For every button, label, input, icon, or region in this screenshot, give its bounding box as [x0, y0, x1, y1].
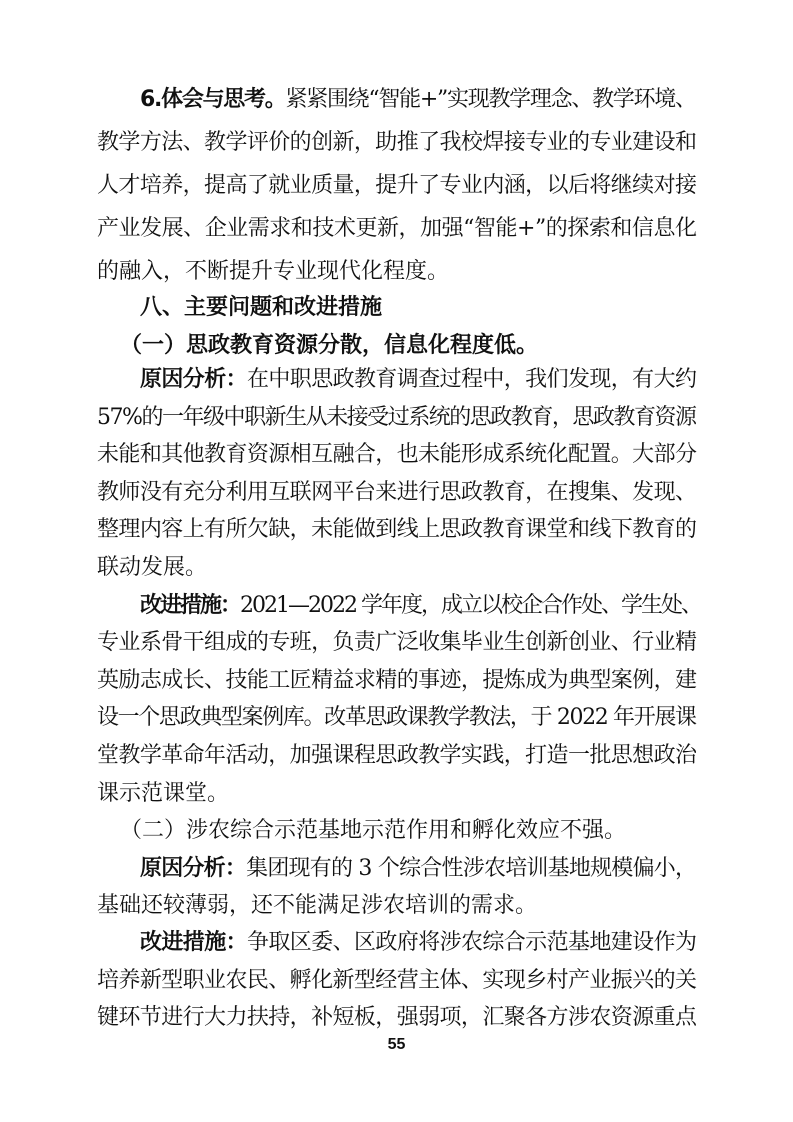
cause-analysis-1-line-6: 联动发展。 — [97, 555, 208, 580]
cause-analysis-2-line-2: 基础还较薄弱，还不能满足涉农培训的需求。 — [97, 893, 538, 918]
cause-analysis-1-line-2: 57%的一年级中职新生从未接受过系统的思政教育，思政教育资源 — [97, 405, 696, 430]
section-lead: 6.体会与思考。 — [140, 87, 286, 112]
improvement-1-line-4: 设一个思政典型案例库。改革思政课教学教法，于 2022 年开展课 — [97, 705, 696, 730]
improvement-1-line-3: 英励志成长、技能工匠精益求精的事迹，提炼成为典型案例，建 — [97, 668, 697, 693]
line-text: 争取区委、区政府将涉农综合示范基地建设作为 — [247, 930, 697, 955]
section-lead: 原因分析： — [140, 367, 247, 392]
line-text: 紧紧围绕“智能+”实现教学理念、教学环境、 — [285, 87, 696, 112]
subheading-2: （二）涉农综合示范基地示范作用和孵化效应不强。 — [120, 818, 627, 843]
subheading-1: （一）思政教育资源分散，信息化程度低。 — [120, 333, 539, 358]
section-lead: 改进措施： — [140, 930, 247, 955]
cause-analysis-2-line-1 — [140, 851, 696, 887]
section-lead: 原因分析： — [140, 856, 247, 881]
improvement-1-line-2: 专业系骨干组成的专班，负责广泛收集毕业生创新创业、行业精 — [97, 630, 697, 655]
improvement-2-line-2: 培养新型职业农民、孵化新型经营主体、实现乡村产业振兴的关 — [97, 968, 697, 993]
cause-analysis-1-line-3: 未能和其他教育资源相互融合，也未能形成系统化配置。大部分 — [97, 442, 697, 467]
improvement-2-line-1 — [140, 925, 696, 961]
paragraph-6-line-1 — [140, 82, 696, 118]
improvement-1-line-5: 堂教学革命年活动，加强课程思政教学实践，打造一批思想政治 — [97, 743, 697, 768]
cause-analysis-1-line-5: 整理内容上有所欠缺，未能做到线上思政教育课堂和线下教育的 — [97, 517, 697, 542]
improvement-1-line-6: 课示范课堂。 — [97, 781, 230, 806]
line-text: 集团现有的 3 个综合性涉农培训基地规模偏小， — [246, 856, 697, 881]
paragraph-6-line-2: 教学方法、教学评价的创新，助推了我校焊接专业的专业建设和 — [97, 130, 697, 155]
page-number: 55 — [387, 1036, 406, 1053]
cause-analysis-1-line-4: 教师没有充分利用互联网平台来进行思政教育，在搜集、发现、 — [97, 480, 697, 505]
paragraph-6-line-3: 人才培养，提高了就业质量，提升了专业内涵，以后将继续对接 — [97, 173, 697, 198]
paragraph-6-line-4: 产业发展、企业需求和技术更新，加强“智能+”的探索和信息化 — [97, 216, 697, 241]
improvement-2-line-3: 键环节进行大力扶持，补短板，强弱项，汇聚各方涉农资源重点 — [97, 1005, 697, 1030]
section-heading-8: 八、主要问题和改进措施 — [140, 295, 383, 320]
section-lead: 改进措施： — [140, 593, 241, 618]
line-text: 2021—2022 学年度，成立以校企合作处、学生处、 — [240, 593, 701, 618]
paragraph-6-line-5: 的融入，不断提升专业现代化程度。 — [97, 259, 450, 284]
cause-analysis-1-line-1 — [140, 362, 696, 398]
line-text: 在中职思政教育调查过程中，我们发现，有大约 — [247, 367, 697, 392]
improvement-1-line-1 — [140, 588, 701, 624]
